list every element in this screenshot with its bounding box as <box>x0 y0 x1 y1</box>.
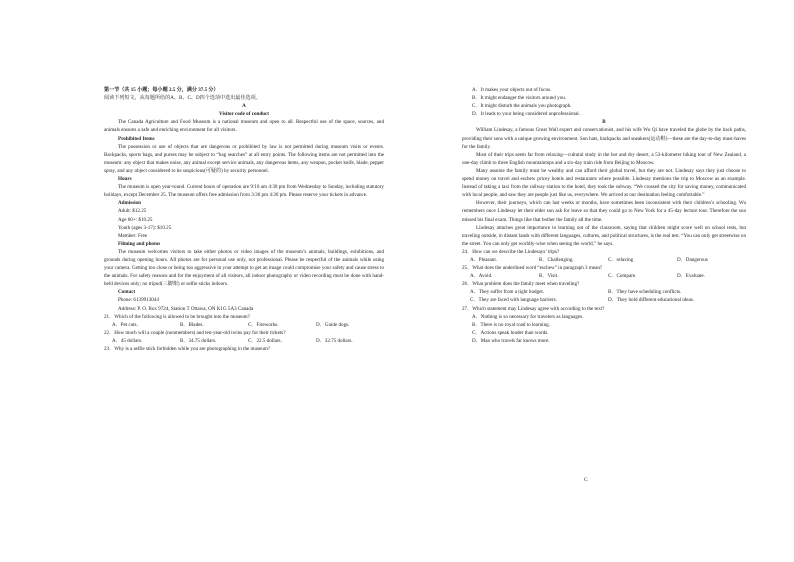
admission-heading: Admission <box>118 200 141 207</box>
option: A．45 dollars. <box>112 337 143 344</box>
passage-title: Visitor code of conduct <box>219 111 269 118</box>
passage-intro: The Canada Agriculture and Food Museum is a national museum and open to all. Respectful use of the space, sources, and animals ensures a safe and enriching environment for all visitors. <box>104 119 384 134</box>
question-21-options <box>104 321 384 329</box>
option: D．Evaluate. <box>677 273 705 280</box>
option: D．Dangerous <box>677 256 708 263</box>
question-22-options <box>104 337 384 345</box>
filming-text: The museum welcomes visitors to take either photos or video images of the museum’s animals, buildings, exhibitions, and grounds during opening hours. All photos are for personal use only, not professional. Please be respectful of the animals while using your camera. Getting too close or being too aggressive in your attempt to get an image could compromise your safety and cause stress to the animals. For safety reasons and for the enjoyment of all visitors, all indoor photography or video recording must be done with hand-held devices only; no tripod(三脚架) or selfie sticks indoors. <box>104 248 384 288</box>
option: C．Fireworks. <box>248 321 279 328</box>
admission-line: Youth (ages 3-17): $10.25 <box>118 224 172 231</box>
prohibited-text: The possession or use of objects that are dangerous or prohibited by law is not permitted during museum visits or events. Backpacks, sports bags, and purses may be subject to “bag searches” at all entry points. The following items are not permitted into the museum: any object that makes noise, any animal except service animals, any dangerous items, any weapon, pocket knife, blade, pepper spray, and any object considered to be suspicious(可疑的) by security personnel. <box>104 143 384 174</box>
question-23-option: C．It might disturb the animals you photograph. <box>472 103 572 110</box>
question-25-options <box>462 272 746 280</box>
contact-heading: Contact <box>118 289 136 296</box>
question-27-option: C．Actions speak louder than words. <box>472 329 549 336</box>
question-27-stem: 27．Which statement may Lindesay agree with according to the text? <box>462 305 605 312</box>
right-column <box>462 86 746 345</box>
admission-line: Member: Free <box>118 232 147 239</box>
option: D．They hold different educational ideas. <box>608 297 695 304</box>
option: C．22.5 dollars. <box>248 337 282 344</box>
question-26-options <box>462 288 746 304</box>
question-27-option: B．There is no royal road to learning. <box>472 321 550 328</box>
passage-b-paragraph: Many assume the family must be wealthy and can afford their global travel, but they are not. Lindesay says they just choose to spend money on travel and eschew pricey hotels and restaurants where possible. Lindesay mentions the trip to Moscow as an example. Instead of taking a taxi from the railway station to the hotel, they took the subway. “We crossed the city for saving money, communicated with local people, and saw they are people just like us, everywhere. We arrived at our destination feeling comfortable.” <box>462 167 746 199</box>
filming-heading: Filming and photos <box>118 240 161 247</box>
question-23-option: A．It makes your objects out of focus. <box>472 87 552 93</box>
option: C．Compare. <box>608 273 637 280</box>
option: B．Challenging. <box>539 256 574 263</box>
contact-line: Phone: 6139913044 <box>118 297 159 304</box>
passage-b-paragraph: Most of their trips seem far from relaxing—cultural study in the hot and dry desert, a 53-kilometer hiking tour of New Zealand, a one-day climb to three English mountaintops and a six-day train ride from Beijing to Moscow. <box>462 151 746 166</box>
question-25-stem: 25．What does the underlined word “eschew” in paragraph 3 mean? <box>462 265 603 272</box>
question-23-option: D．It leads to your being considered unprofessional. <box>472 111 580 118</box>
prohibited-heading: Prohibited Items <box>118 135 155 142</box>
passage-b-paragraph: However, their journeys, which can last weeks or months, have sometimes been inconsistent with their children’s schooling. Wu remembers once Lindesay let their elder son ask for leave so that they could go to New York for a 45-day lecture tour. Therefore the son missed his final exam. Things like that bother the family all the time. <box>462 200 746 223</box>
contact-line: Address: P. O. Box 9724, Station T Ottawa, ON K1G 5A3 Canada <box>118 305 254 312</box>
instruction: 阅读下列短文，从每题所给的A、B、C、D四个选项中选出最佳选项。 <box>104 95 261 102</box>
question-23-option: B．It might endanger the visitors around you. <box>472 95 567 102</box>
passage-b-paragraph: Lindesay attaches great importance to learning out of the classroom, saying that children might score well on school tests, but traveling outside, in distant lands with different languages, cultures, and political structures, is the real test. “You can only get streetwise on the street. You can only get worldly-wise when seeing the world,” he says. <box>462 224 746 247</box>
question-23-stem: 23．Why is a selfie stick forbidden while you are photographing in the museum? <box>104 346 271 352</box>
section-header: 第一节（共 15 小题；每小题 2.5 分，满分 37.5 分） <box>104 87 219 93</box>
option: A．Avoid. <box>470 273 493 280</box>
option: B．Visit. <box>539 273 559 280</box>
question-24-options <box>462 256 746 264</box>
left-column <box>104 86 384 353</box>
passage-b-paragraph: William Lindesay, a famous Great Wall expert and conservationist, and his wife Wu Qi have traveled the globe by the back paths, providing their sons with a unique growing environment. Sun hats, backpacks and sneakers(运动鞋)—these are the day-to-day must-haves for the family. <box>462 127 746 150</box>
option: A．Pleasant. <box>470 256 498 263</box>
option: C．relaxing <box>608 256 634 263</box>
option: D．32.75 dollars. <box>316 337 353 344</box>
option: A．Pet cats. <box>112 321 138 328</box>
passage-letter-a: A <box>242 103 246 110</box>
option: A．They suffer from a tight budget. <box>470 289 545 296</box>
option: B．Blades. <box>180 321 204 328</box>
hours-text: The museum is open year-round. Current hours of operation are 9:10 am 4:30 pm from Wednesday to Sunday, including statutory holidays, except December 25. The museum offers free admission from 3:30 pm 4:30 pm. Please reserve your tickets in advance. <box>104 184 384 199</box>
option: D．Guide dogs. <box>316 321 350 328</box>
question-21-stem: 21．Which of the following is allowed to be brought into the museum? <box>104 313 250 320</box>
question-26-stem: 26．What problem does the family meet when traveling? <box>462 281 580 288</box>
option: B．They have scheduling conflicts. <box>608 289 682 296</box>
question-24-stem: 24．How can we describe the Lindesays’ trips? <box>462 248 560 255</box>
question-22-stem: 22．How much will a couple (nonmembers) and ten-year-old twins pay for their tickets? <box>104 329 286 336</box>
admission-line: Adult: $12.25 <box>118 208 147 215</box>
admission-line: Age 60+: $10.25 <box>118 216 153 223</box>
question-27-option: A．Nothing is so necessary for travelers as languages. <box>472 313 584 320</box>
option: C．They are faced with language barriers. <box>470 297 557 304</box>
hours-heading: Hours <box>118 176 132 183</box>
option: B．34.75 dollars. <box>180 337 217 344</box>
question-27-option: D．Man who travels far knows more. <box>472 337 550 344</box>
passage-letter-c: C <box>584 477 588 483</box>
passage-letter-b: B <box>602 119 606 126</box>
